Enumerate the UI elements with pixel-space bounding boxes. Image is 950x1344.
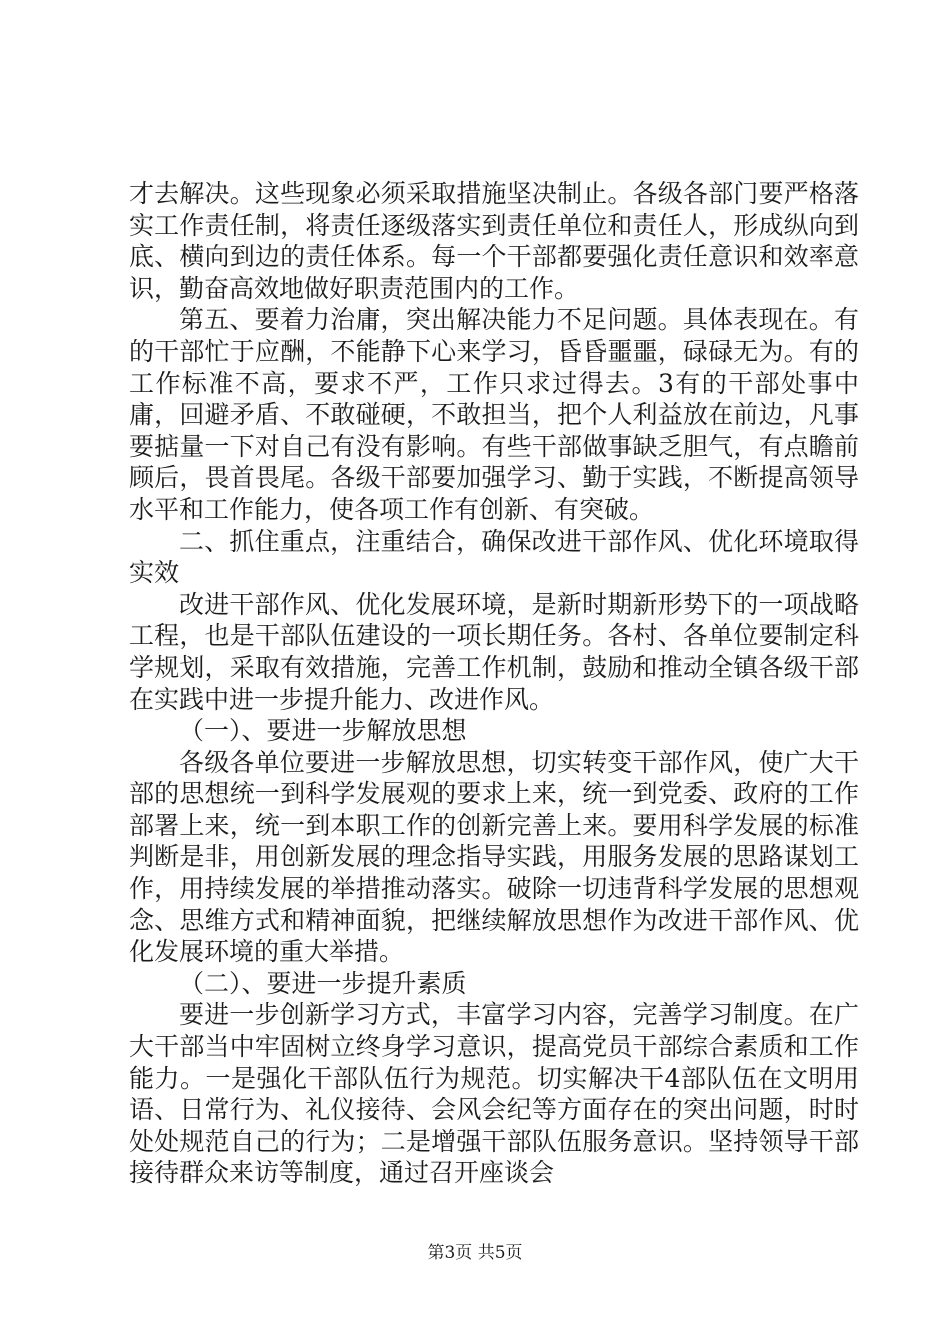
- paragraph-liberate-thinking: 各级各单位要进一步解放思想，切实转变干部作风，使广大干部的思想统一到科学发展观的要求上来，统一到党委、政府的工作部署上来，统一到本职工作的创新完善上来。要用科学发展的标准判断是非，用创新发展的理念指导实践，用服务发展的思路谋划工作，用持续发展的举措推动落实。破除一切违背科学发展的思想观念、思维方式和精神面貌，把继续解放思想作为改进干部作风、优化发展环境的重大举措。: [129, 747, 859, 967]
- document-body: [129, 178, 859, 1189]
- subheading-two: （二）、要进一步提升素质: [179, 968, 467, 998]
- page-footer: 第3页 共5页: [427, 1243, 523, 1263]
- paragraph-continuation: 才去解决。这些现象必须采取措施坚决制止。各级各部门要严格落实工作责任制，将责任逐级落实到责任单位和责任人，形成纵向到底、横向到边的责任体系。每一个干部都要强化责任意识和效率意识，勤奋高效地做好职责范围内的工作。: [129, 179, 859, 303]
- subheading-one: （一）、要进一步解放思想: [179, 716, 467, 746]
- section-heading-two: 二、抓住重点，注重结合，确保改进干部作风、优化环境取得实效: [129, 526, 859, 588]
- paragraph-section-intro: 改进干部作风、优化发展环境，是新时期新形势下的一项战略工程，也是干部队伍建设的一项长期任务。各村、各单位要制定科学规划，采取有效措施，完善工作机制，鼓励和推动全镇各级干部在实践中进一步提升能力、改进作风。: [129, 589, 859, 714]
- paragraph-fifth-point: 第五、要着力治庸，突出解决能力不足问题。具体表现在。有的干部忙于应酬，不能静下心来学习，昏昏噩噩，碌碌无为。有的工作标准不高，要求不严，工作只求过得去。3有的干部处事中庸，回避矛盾、不敢碰硬，不敢担当，把个人利益放在前边，凡事要掂量一下对自己有没有影响。有些干部做事缺乏胆气，有点瞻前顾后，畏首畏尾。各级干部要加强学习、勤于实践，不断提高领导水平和工作能力，使各项工作有创新、有突破。: [129, 305, 859, 524]
- paragraph-improve-quality: 要进一步创新学习方式，丰富学习内容，完善学习制度。在广大干部当中牢固树立终身学习意识，提高党员干部综合素质和工作能力。一是强化干部队伍行为规范。切实解决干4部队伍在文明用语、日常行为、礼仪接待、会风会纪等方面存在的突出问题，时时处处规范自己的行为；二是增强干部队伍服务意识。坚持领导干部接待群众来访等制度，通过召开座谈会: [129, 1000, 859, 1188]
